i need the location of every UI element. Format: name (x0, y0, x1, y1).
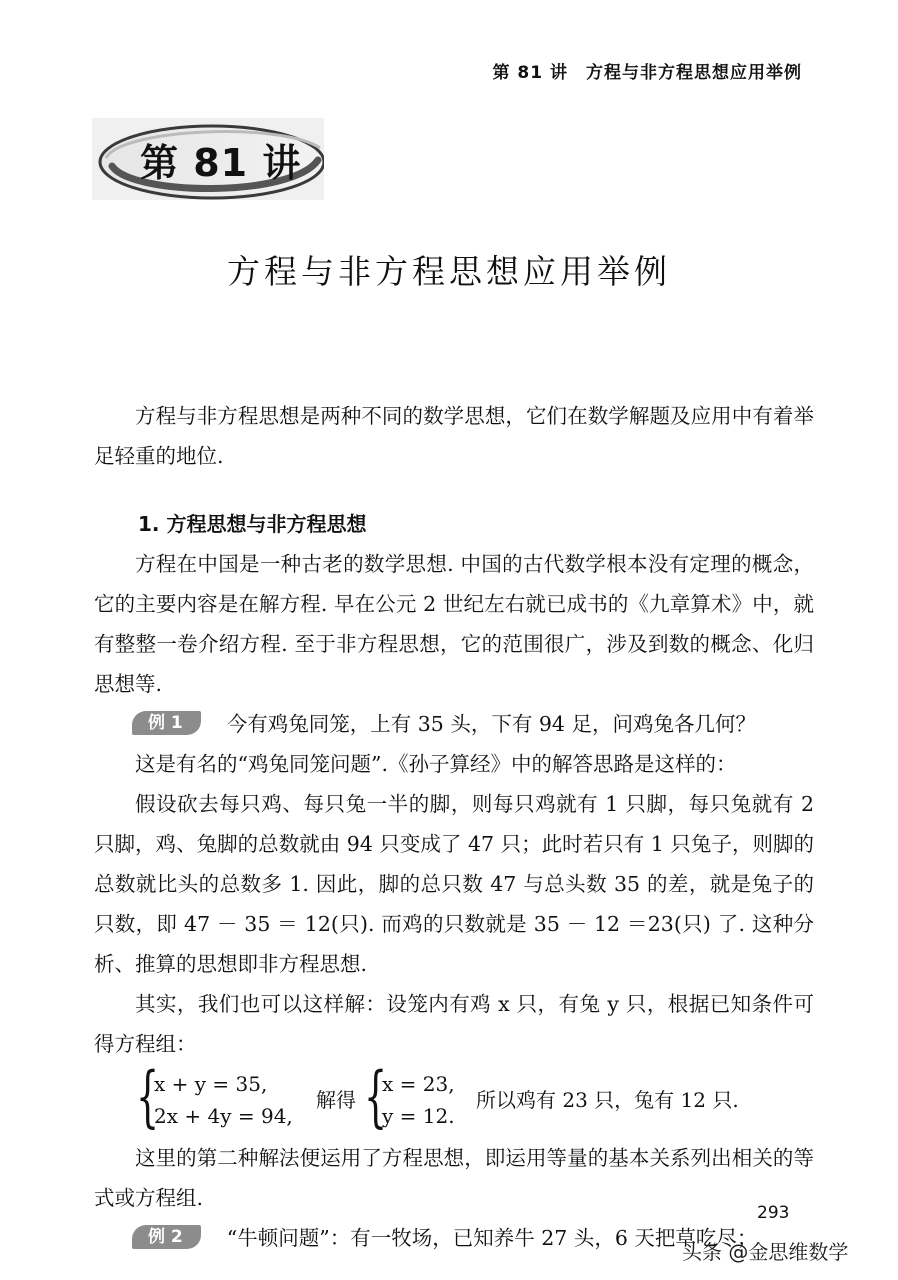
famous-problem-paragraph: 这是有名的“鸡兔同笼问题”.《孙子算经》中的解答思路是这样的： (135, 752, 737, 776)
alternative-paragraph: 其实，我们也可以这样解：设笼内有鸡 x 只，有兔 y 只，根据已知条件可得方程组： (94, 992, 814, 1056)
solution-2: y = 12. (382, 1104, 455, 1128)
example-2-text: “牛顿问题”：有一牧场，已知养牛 27 头，6 天把草吃尽； (226, 1226, 758, 1250)
chapter-number: 第 81 讲 (140, 141, 302, 185)
section-paragraph: 方程在中国是一种古老的数学思想. 中国的古代数学根本没有定理的概念，它的主要内容是在解方程. 早在公元 2 世纪左右就已成书的《九章算术》中，就有整整一卷介绍方程. 至于非方程思想，它的范围很广，涉及到数的概念、化归思想等. (94, 552, 814, 696)
solve-word: 解得 (316, 1088, 356, 1112)
equation-1: x + y = 35, (154, 1072, 268, 1096)
solutions (382, 1068, 455, 1132)
example-1-badge: 例 1 (132, 711, 201, 735)
chapter-title: 方程与非方程思想应用举例 (227, 252, 671, 291)
assumption-paragraph: 假设砍去每只鸡、每只兔一半的脚，则每只鸡就有 1 只脚，每只兔就有 2 只脚，鸡、兔脚的总数就由 94 只变成了 47 只；此时若只有 1 只兔子，则脚的总数就比头的总数多 1. 因此，脚的总只数 47 与总头数 35 的差，就是兔子的只数，即 47 － 35 ＝ 12(只). 而鸡的只数就是 35 － 12 ＝23(只) 了. 这种分析、推算的思想即非方程思想. (94, 792, 814, 976)
example-1-text: 今有鸡兔同笼，上有 35 头，下有 94 足，问鸡兔各几何？ (226, 712, 756, 736)
left-brace-1: { (136, 1058, 160, 1135)
solution-1: x = 23, (382, 1072, 455, 1096)
chapter-badge (92, 118, 324, 200)
conclusion: 所以鸡有 23 只，兔有 12 只. (476, 1088, 739, 1112)
watermark: 头条 @金思维数学 (682, 1240, 849, 1264)
intro-paragraph: 方程与非方程思想是两种不同的数学思想，它们在数学解题及应用中有着举足轻重的地位. (94, 404, 814, 468)
section-heading: 1. 方程思想与非方程思想 (138, 512, 367, 536)
second-method-paragraph: 这里的第二种解法便运用了方程思想，即运用等量的基本关系列出相关的等式或方程组. (94, 1146, 814, 1210)
page-number: 293 (757, 1203, 790, 1223)
example-2-badge: 例 2 (132, 1225, 201, 1249)
equations (154, 1068, 293, 1132)
left-brace-2: { (364, 1058, 388, 1135)
equation-2: 2x + 4y = 94, (154, 1104, 293, 1128)
example-1 (94, 704, 814, 744)
equation-system (94, 1058, 814, 1135)
running-header: 第 81 讲 方程与非方程思想应用举例 (492, 63, 802, 83)
main-content (94, 396, 814, 1258)
